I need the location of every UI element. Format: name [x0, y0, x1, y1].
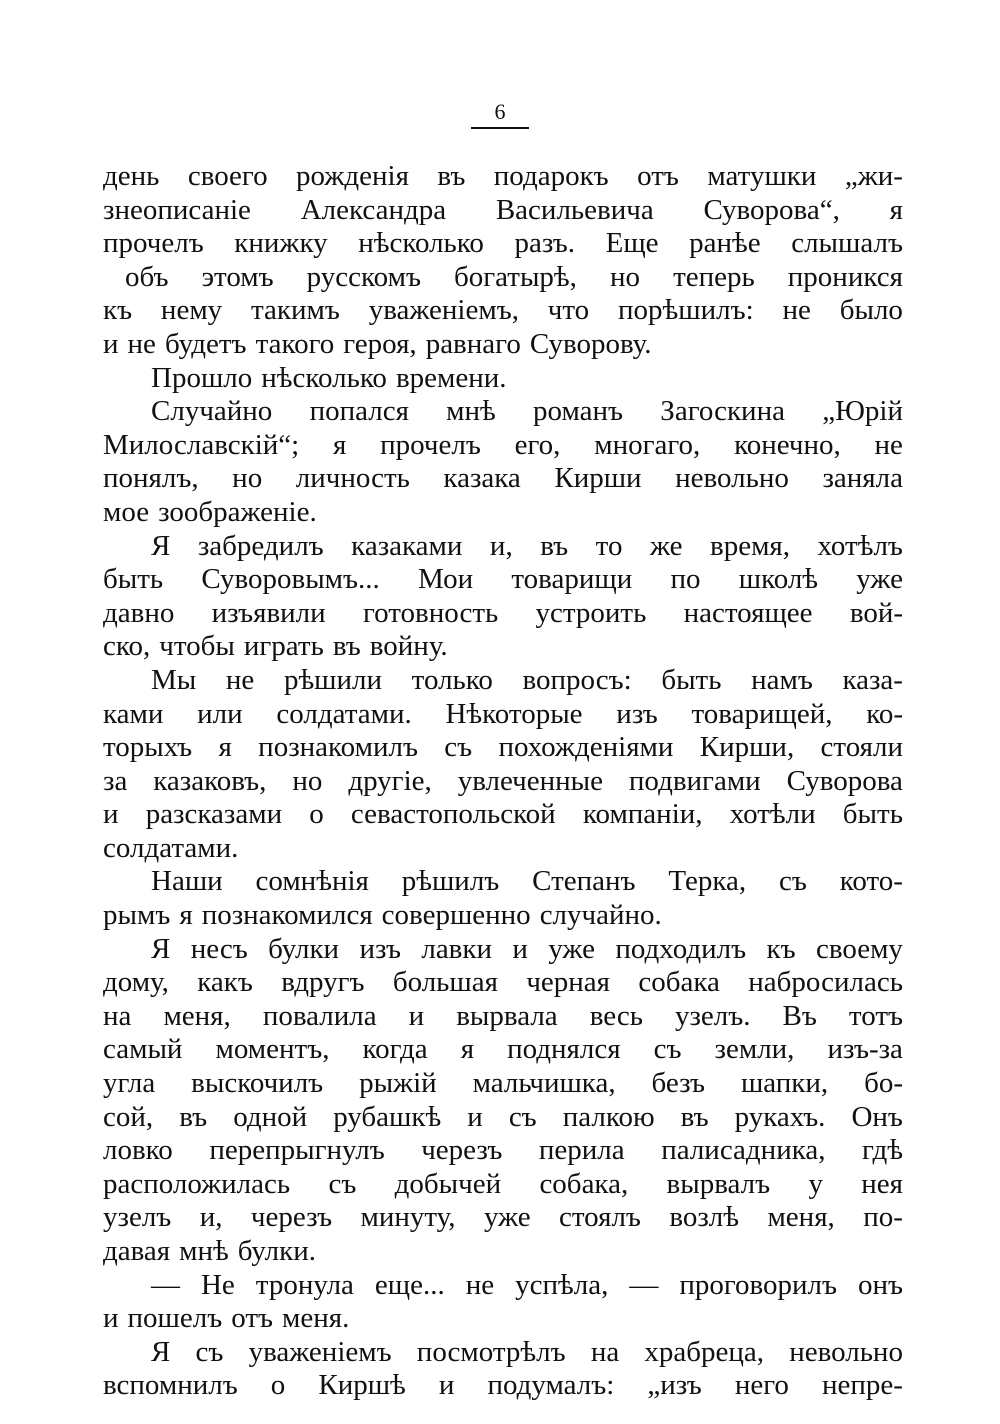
text-line: на меня, повалила и вырвала весь узелъ. Въ тотъ	[103, 999, 903, 1032]
body-text	[103, 160, 903, 1403]
text-line: узелъ и, черезъ минуту, уже стоялъ возлѣ меня, по-	[103, 1201, 903, 1234]
text-line: Я несъ булки изъ лавки и уже подходилъ къ своему	[151, 932, 903, 965]
text-line: къ нему такимъ уваженіемъ, что порѣшилъ: не было	[103, 294, 903, 327]
text-line: быть Суворовымъ... Мои товарищи по школѣ уже	[103, 563, 903, 596]
text-line: — Не тронула еще... не успѣла, — проговорилъ онъ	[151, 1268, 903, 1301]
text-line: объ этомъ русскомъ богатырѣ, но теперь проникся	[125, 260, 903, 293]
text-line: Наши сомнѣнія рѣшилъ Степанъ Терка, съ кото-	[151, 865, 903, 898]
text-line: понялъ, но личность казака Кирши невольно заняла	[103, 462, 903, 495]
text-line: торыхъ я познакомилъ съ похожденіями Кирши, стояли	[103, 731, 903, 764]
text-line: Мы не рѣшили только вопросъ: быть намъ каза-	[151, 663, 903, 696]
text-line: ско, чтобы играть въ войну.	[103, 630, 448, 663]
text-line: рымъ я познакомился совершенно случайно.	[103, 899, 662, 932]
text-line: Случайно попался мнѣ романъ Загоскина „Юрій	[151, 395, 903, 428]
text-line: за казаковъ, но другіе, увлеченные подвигами Суворова	[103, 764, 903, 797]
text-line: сой, въ одной рубашкѣ и съ палкою въ рукахъ. Онъ	[103, 1100, 903, 1133]
page-number: 6	[494, 99, 506, 124]
text-line: расположилась съ добычей собака, вырвалъ у нея	[103, 1167, 903, 1200]
text-line: Прошло нѣсколько времени.	[151, 361, 507, 394]
text-line: дому, какъ вдругъ большая черная собака набросилась	[103, 966, 903, 999]
text-line: знеописаніе Александра Васильевича Суворова“, я	[103, 193, 903, 226]
text-line: Я съ уваженіемъ посмотрѣлъ на храбреца, невольно	[151, 1335, 903, 1368]
text-line: ловко перепрыгнулъ черезъ перила палисадника, гдѣ	[103, 1134, 903, 1167]
text-line: Милославскій“; я прочелъ его, многаго, конечно, не	[103, 428, 903, 461]
text-line: Я забредилъ казаками и, въ то же время, хотѣлъ	[151, 529, 903, 562]
text-line: и пошелъ отъ меня.	[103, 1302, 350, 1335]
text-line: солдатами.	[103, 831, 239, 864]
text-line: ками или солдатами. Нѣкоторые изъ товарищей, ко-	[103, 697, 903, 730]
text-line: день своего рожденія въ подарокъ отъ матушки „жи-	[103, 160, 903, 192]
text-line: угла выскочилъ рыжій мальчишка, безъ шапки, бо-	[103, 1067, 903, 1100]
text-line: вспомнилъ о Киршѣ и подумалъ: „изъ него непре-	[103, 1369, 903, 1402]
page-number-rule	[471, 127, 529, 129]
text-line: давая мнѣ булки.	[103, 1235, 316, 1267]
text-line: прочелъ книжку нѣсколько разъ. Еще ранѣе слышалъ	[103, 227, 903, 260]
text-line: самый моментъ, когда я поднялся съ земли, изъ-за	[103, 1033, 903, 1066]
text-line: мое зоображеніе.	[103, 495, 317, 528]
text-line: и разсказами о севастопольской компаніи, хотѣли быть	[103, 798, 903, 831]
text-line: и не будетъ такого героя, равнаго Суворову.	[103, 327, 652, 360]
text-line: давно изъявили готовность устроить настоящее вой-	[103, 596, 903, 629]
